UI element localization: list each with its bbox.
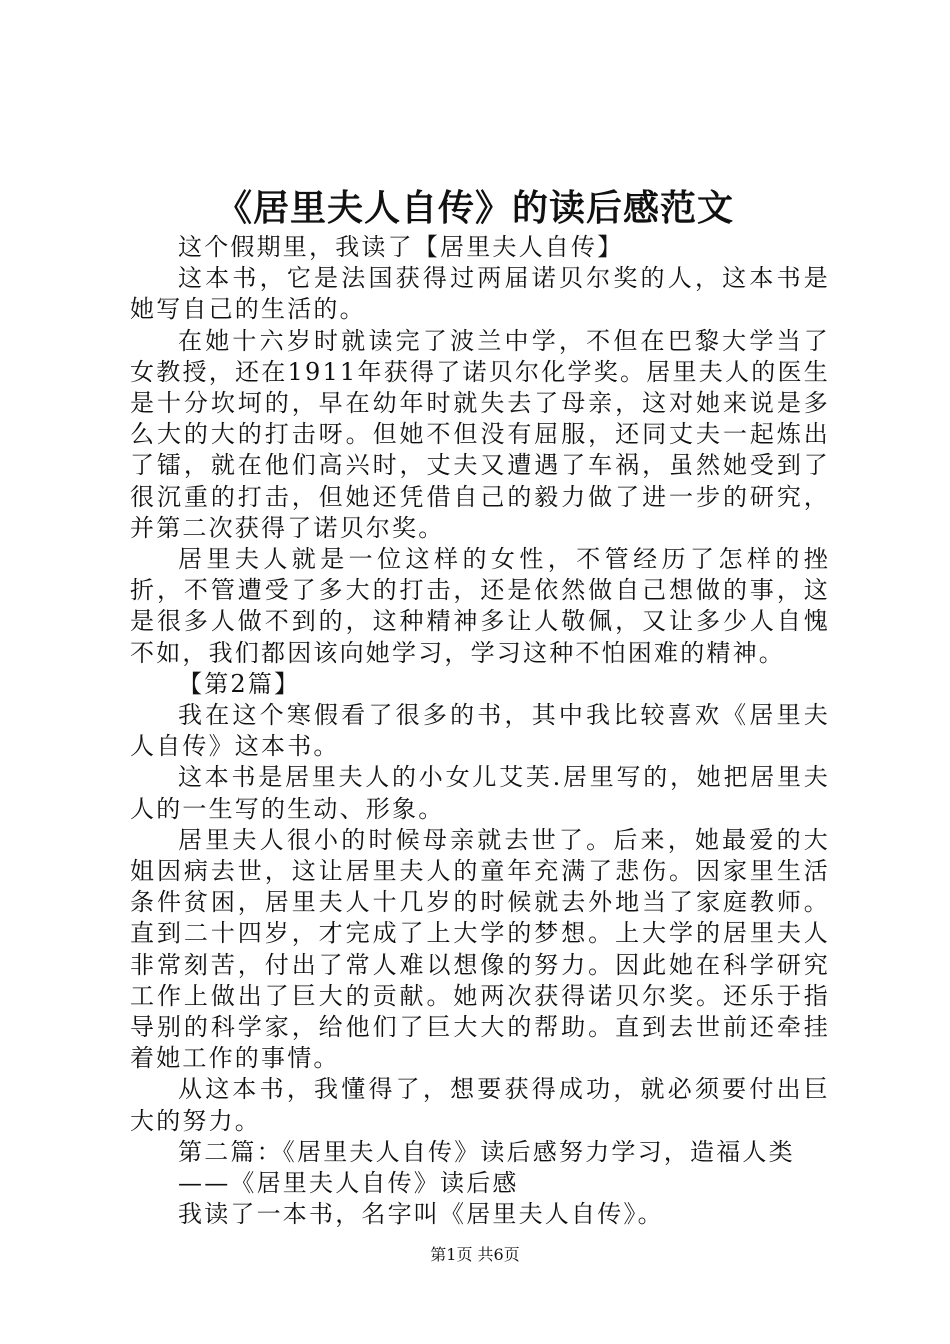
paragraph: 这个假期里，我读了【居里夫人自传】 — [178, 233, 624, 261]
paragraph: 居里夫人很小的时候母亲就去世了。后来，她最爱的大姐因病去世，这让居里夫人的童年充满了悲伤。因家里生活条件贫困，居里夫人十几岁的时候就去外地当了家庭教师。直到二十四岁，才完成了上大学的梦想。上大学的居里夫人非常刻苦，付出了常人难以想像的努力。因此她在科学研究工作上做出了巨大的贡献。她两次获得诺贝尔奖。还乐于指导别的科学家，给他们了巨大大的帮助。直到去世前还牵挂着她工作的事情。 — [130, 825, 830, 1073]
paragraph: 这本书，它是法国获得过两届诺贝尔奖的人，这本书是她写自己的生活的。 — [130, 264, 830, 324]
paragraph: 从这本书，我懂得了，想要获得成功，就必须要付出巨大的努力。 — [130, 1075, 830, 1135]
section-heading: 【第2篇】 — [178, 669, 301, 698]
document-body — [130, 232, 830, 1231]
paragraph: 我读了一本书，名字叫《居里夫人自传》。 — [178, 1200, 664, 1229]
paragraph: 我在这个寒假看了很多的书，其中我比较喜欢《居里夫人自传》这本书。 — [130, 701, 830, 761]
paragraph: 这本书是居里夫人的小女儿艾芙.居里写的，她把居里夫人的一生写的生动、形象。 — [130, 763, 830, 823]
paragraph: 居里夫人就是一位这样的女性，不管经历了怎样的挫折，不管遭受了多大的打击，还是依然做自己想做的事，这是很多人做不到的，这种精神多让人敬佩，又让多少人自愧不如，我们都因该向她学习，学习这种不怕困难的精神。 — [130, 545, 830, 667]
section-heading: 第二篇：《居里夫人自传》读后感努力学习，造福人类 — [178, 1137, 795, 1166]
paragraph: 在她十六岁时就读完了波兰中学，不但在巴黎大学当了女教授，还在1911年获得了诺贝尔化学奖。居里夫人的医生是十分坎坷的，早在幼年时就失去了母亲，这对她来说是多么大的大的打击呀。但她不但没有屈服，还同丈夫一起炼出了镭，就在他们高兴时，丈夫又遭遇了车祸，虽然她受到了很沉重的打击，但她还凭借自己的毅力做了进一步的研究，并第二次获得了诺贝尔奖。 — [130, 326, 830, 542]
page-footer: 第1页 共6页 — [430, 1245, 520, 1264]
subtitle-line: ——《居里夫人自传》读后感 — [178, 1169, 519, 1198]
document-title: 《居里夫人自传》的读后感范文 — [215, 187, 734, 229]
